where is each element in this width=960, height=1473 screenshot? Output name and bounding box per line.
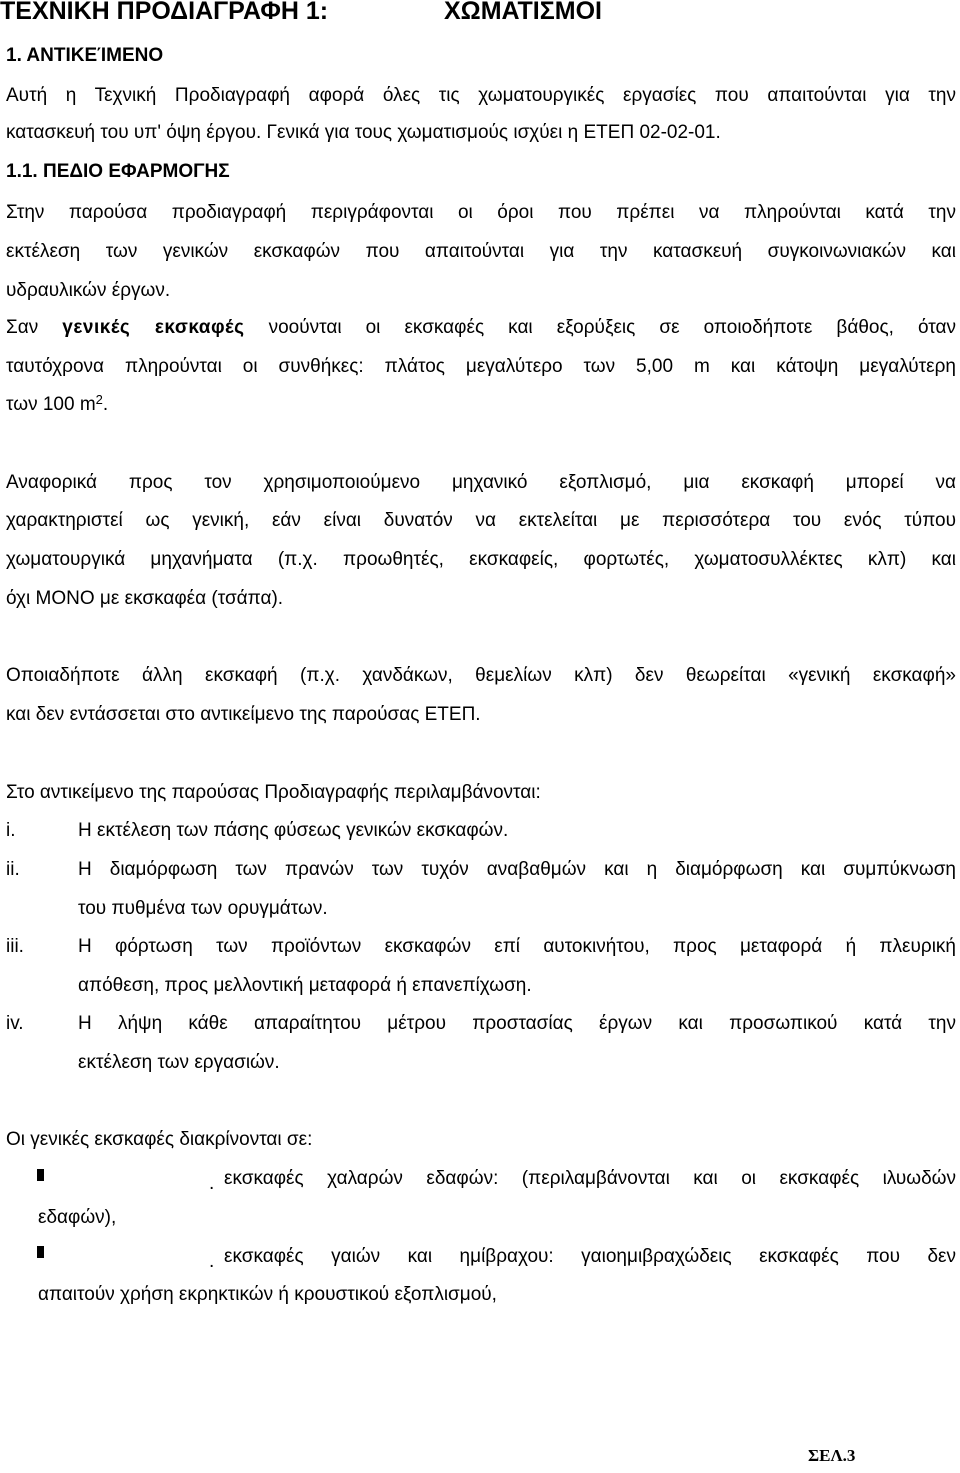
scope-item-number: iv. — [6, 1013, 24, 1034]
page-number: ΣΕΛ.3 — [808, 1446, 856, 1465]
general-def-end: . — [102, 394, 109, 415]
square-bullet-icon — [37, 1169, 44, 1181]
other-excavation-line-2: και δεν εντάσσεται στο αντικείμενο της παρούσας ΕΤΕΠ. — [6, 704, 481, 725]
square-bullet-icon — [37, 1246, 44, 1258]
section-1-1-heading: 1.1. ΠΕΔΙΟ ΕΦΑΡΜΟΓΗΣ — [6, 161, 230, 182]
scope-item-text: Η λήψη κάθε απαραίτητου μέτρου προστασίας έργων και προσωπικού κατά την — [78, 1013, 956, 1034]
class-item-line-2: εδαφών), — [38, 1207, 117, 1228]
scope-item-text: Η εκτέλεση των πάσης φύσεως γενικών εκσκαφών. — [78, 820, 509, 841]
scope-item-text: Η διαμόρφωση των πρανών των τυχόν αναβαθμών και η διαμόρφωση και συμπύκνωση — [78, 859, 956, 880]
general-def-term: γενικές εκσκαφές — [62, 317, 245, 338]
other-excavation-line-1: Οποιαδήποτε άλλη εκσκαφή (π.χ. χανδάκων, θεμελίων κλπ) δεν θεωρείται «γενική εκσκαφή» — [6, 665, 956, 686]
spec-subject: ΧΩΜΑΤΙΣΜΟΙ — [444, 0, 602, 25]
scope-item-number: iii. — [6, 936, 24, 957]
small-dot-icon: . — [209, 1173, 215, 1194]
section-1-line-1: Αυτή η Τεχνική Προδιαγραφή αφορά όλες τις χωματουργικές εργασίες που απαιτούνται για την — [6, 85, 956, 106]
scope-intro-line-3: υδραυλικών έργων. — [6, 280, 171, 301]
general-def-rest: νοούνται οι εκσκαφές και εξορύξεις σε οποιοδήποτε βάθος, όταν — [268, 317, 956, 338]
scope-intro-line-2: εκτέλεση των γενικών εκσκαφών που απαιτούνται για την κατασκευή συγκοινωνιακών και — [6, 241, 956, 262]
scope-item-text: εκτέλεση των εργασιών. — [78, 1052, 280, 1073]
class-item-line-1: εκσκαφές χαλαρών εδαφών: (περιλαμβάνονται και οι εκσκαφές ιλυωδών — [224, 1168, 956, 1189]
scope-item-number: ii. — [6, 859, 20, 880]
general-def-line-3 — [6, 393, 956, 417]
general-def-line-2: ταυτόχρονα πληρούνται οι συνθήκες: πλάτος μεγαλύτερο των 5,00 m και κάτοψη μεγαλύτερη — [6, 356, 956, 377]
equipment-line-2: χαρακτηριστεί ως γενική, εάν είναι δυνατόν να εκτελείται με περισσότερα του ενός τύπου — [6, 510, 956, 531]
scope-item-text: Η φόρτωση των προϊόντων εκσκαφών επί αυτοκινήτου, προς μεταφορά ή πλευρική — [78, 936, 956, 957]
general-def-area-exponent: 2 — [95, 392, 103, 407]
equipment-line-3: χωματουργικά μηχανήματα (π.χ. προωθητές, εκσκαφείς, φορτωτές, χωματοσυλλέκτες κλπ) και — [6, 549, 956, 570]
general-def-line-1 — [6, 316, 956, 340]
general-def-area: των 100 m — [6, 394, 96, 415]
scope-intro-line-1: Στην παρούσα προδιαγραφή περιγράφονται οι όροι που πρέπει να πληρούνται κατά την — [6, 202, 956, 223]
section-1-heading: 1. ΑΝΤΙΚΕΊΜΕΝΟ — [6, 45, 164, 66]
spec-title: ΤΕΧΝΙΚΗ ΠΡΟΔΙΑΓΡΑΦΗ 1: — [0, 0, 329, 25]
scope-item-text: απόθεση, προς μελλοντική μεταφορά ή επανεπίχωση. — [78, 975, 532, 996]
equipment-line-1: Αναφορικά προς τον χρησιμοποιούμενο μηχανικό εξοπλισμό, μια εκσκαφή μπορεί να — [6, 472, 956, 493]
classes-intro: Οι γενικές εκσκαφές διακρίνονται σε: — [6, 1129, 313, 1150]
scope-item-number: i. — [6, 820, 16, 841]
small-dot-icon: . — [209, 1251, 215, 1272]
general-def-prefix: Σαν — [6, 317, 39, 338]
scope-items-intro: Στο αντικείμενο της παρούσας Προδιαγραφής περιλαμβάνονται: — [6, 782, 541, 803]
class-item-line-2: απαιτούν χρήση εκρηκτικών ή κρουστικού εξοπλισμού, — [38, 1284, 497, 1305]
equipment-line-4: όχι ΜΟΝΟ με εκσκαφέα (τσάπα). — [6, 588, 284, 609]
scope-item-text: του πυθμένα των ορυγμάτων. — [78, 898, 328, 919]
section-1-line-2: κατασκευή του υπ' όψη έργου. Γενικά για τους χωματισμούς ισχύει η ΕΤΕΠ 02-02-01. — [6, 122, 721, 143]
class-item-line-1: εκσκαφές γαιών και ημίβραχου: γαιοημιβραχώδεις εκσκαφές που δεν — [224, 1246, 956, 1267]
